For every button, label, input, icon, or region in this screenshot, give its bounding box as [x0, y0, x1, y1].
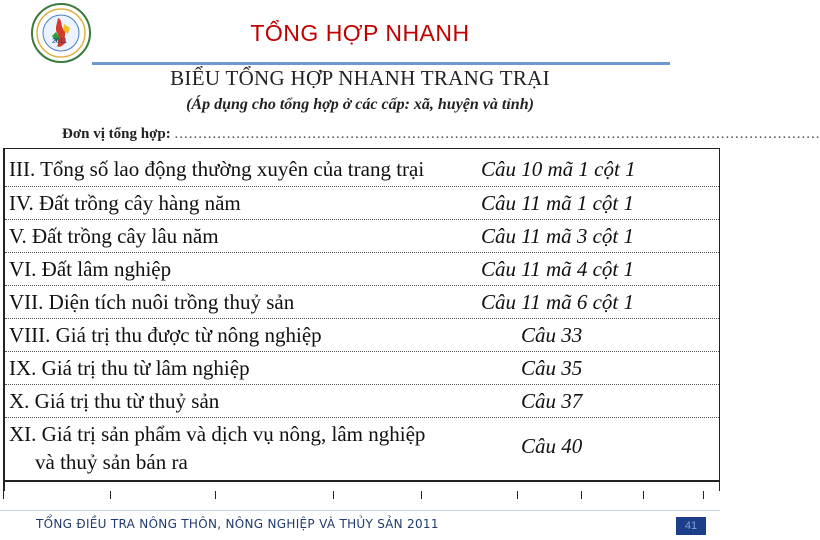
table-row: [5, 220, 719, 253]
row-item: V. Đất trồng cây lâu năm: [9, 224, 219, 248]
tick-mark: [333, 491, 334, 499]
document-subtitle: (Áp dụng cho tổng hợp ở các cấp: xã, huyện và tỉnh): [186, 96, 534, 113]
row-item: VII. Diện tích nuôi trồng thuỷ sản: [9, 290, 295, 314]
tick-mark: [517, 491, 518, 499]
row-code: Câu 35: [521, 356, 583, 380]
row-code: Câu 33: [521, 323, 583, 347]
tick-mark: [421, 491, 422, 499]
row-item: [5, 420, 481, 480]
document-title: BIỂU TỔNG HỢP NHANH TRANG TRẠI: [170, 66, 550, 90]
row-item: VI. Đất lâm nghiệp: [9, 257, 172, 281]
unit-line: [62, 126, 820, 143]
row-item: III. Tổng số lao động thường xuyên của trang trại: [9, 157, 425, 181]
footer-rule: [0, 510, 720, 511]
unit-value: ........................................................................................................................................: [174, 126, 820, 142]
tick-mark: [643, 491, 644, 499]
footer-text: TỔNG ĐIỀU TRA NÔNG THÔN, NÔNG NGHIỆP VÀ THỦY SẢN 2011: [36, 517, 439, 531]
row-code: Câu 11 mã 1 cột 1: [481, 191, 635, 215]
unit-label: Đơn vị tổng hợp:: [62, 126, 171, 142]
row-item: IV. Đất trồng cây hàng năm: [9, 191, 241, 215]
row-item-line1: XI. Giá trị sản phẩm và dịch vụ nông, lâm nghiệp: [9, 422, 426, 446]
row-code: Câu 37: [521, 389, 583, 413]
slide-title: TỔNG HỢP NHANH: [250, 20, 470, 46]
row-item: X. Giá trị thu từ thuỷ sản: [9, 389, 220, 413]
tick-mark: [215, 491, 216, 499]
tick-mark: [581, 491, 582, 499]
table-row: [5, 385, 719, 418]
page-number: 41: [676, 517, 706, 535]
table-row: [5, 149, 719, 187]
tick-mark: [110, 491, 111, 499]
row-code: Câu 11 mã 3 cột 1: [481, 224, 635, 248]
logo-year: 2011: [52, 38, 68, 45]
row-code: Câu 40: [521, 434, 583, 458]
table-bottom-ticks: [3, 491, 720, 499]
row-item-line2: và thuỷ sản bán ra: [35, 450, 188, 474]
table-row: [5, 319, 719, 352]
summary-table: [3, 148, 720, 491]
row-code: Câu 11 mã 6 cột 1: [481, 290, 635, 314]
table-row: [5, 187, 719, 220]
table-row: [5, 352, 719, 385]
table-row: [5, 286, 719, 319]
row-code: Câu 11 mã 4 cột 1: [481, 257, 635, 281]
row-item: VIII. Giá trị thu được từ nông nghiệp: [9, 323, 322, 347]
table-row: [5, 418, 719, 482]
tick-mark: [3, 491, 4, 499]
row-code: Câu 10 mã 1 cột 1: [481, 157, 636, 181]
table-row: [5, 253, 719, 286]
row-item: IX. Giá trị thu từ lâm nghiệp: [9, 356, 250, 380]
tick-mark: [703, 491, 704, 499]
title-rule: [92, 62, 670, 65]
